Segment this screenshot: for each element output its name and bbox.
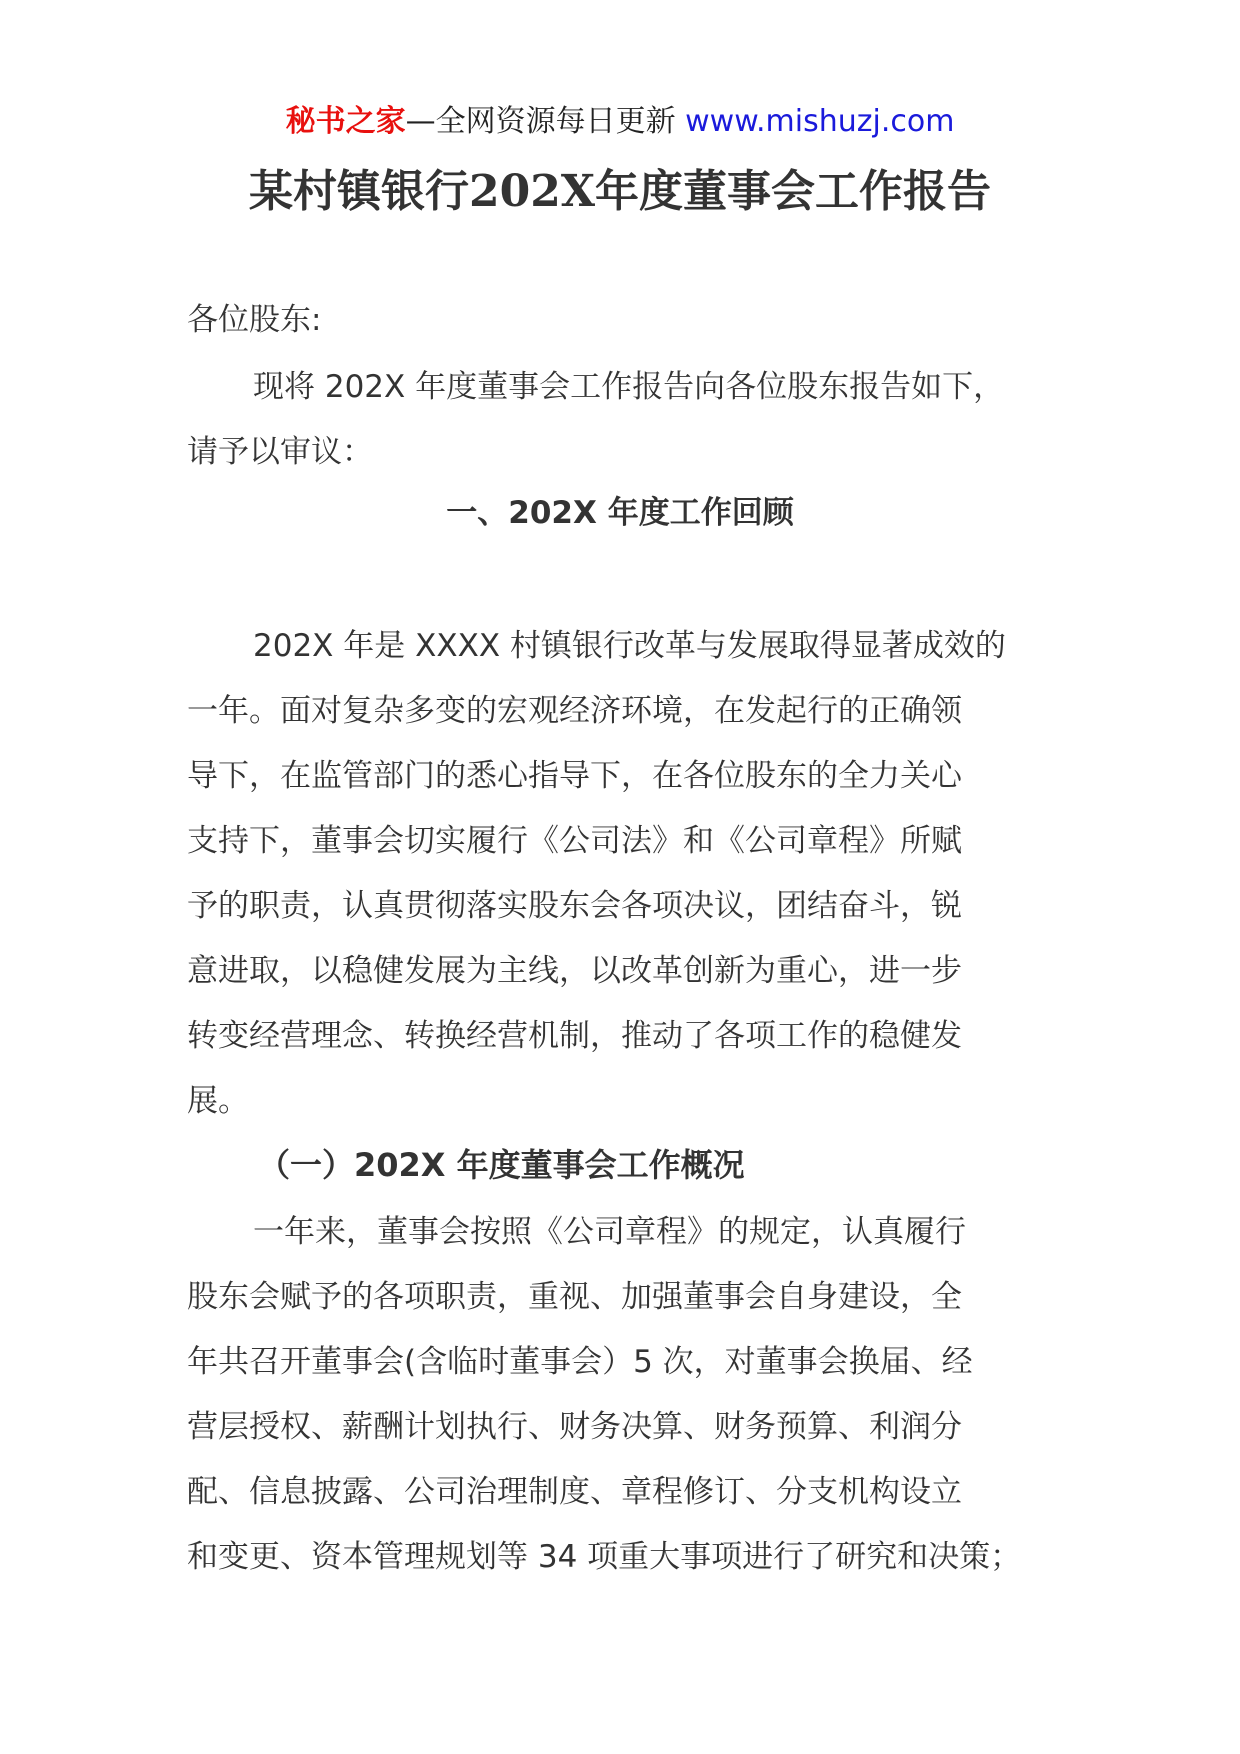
paragraph-line: 年共召开董事会(含临时董事会）5 次，对董事会换届、经 [187, 1344, 973, 1380]
site-url-link[interactable]: www.mishuzj.com [685, 104, 955, 139]
paragraph-line: 意进取，以稳健发展为主线，以改革创新为重心，进一步 [187, 953, 962, 989]
paragraph-line: 展。 [187, 1083, 249, 1119]
section-heading: 一、202X 年度工作回顾 [446, 495, 794, 531]
paragraph-line: 股东会赋予的各项职责，重视、加强董事会自身建设，全 [187, 1279, 962, 1315]
paragraph-line: 202X 年是 XXXX 村镇银行改革与发展取得显著成效的 [253, 628, 1006, 664]
intro-line: 请予以审议： [187, 434, 373, 470]
paragraph-line: 支持下，董事会切实履行《公司法》和《公司章程》所赋 [187, 823, 962, 859]
site-header [0, 100, 1240, 144]
brand-name: 秘书之家 [285, 104, 406, 139]
review-paragraph [187, 614, 1087, 1134]
paragraph-line: 和变更、资本管理规划等 34 项重大事项进行了研究和决策； [187, 1539, 1022, 1575]
subsection-heading: （一）202X 年度董事会工作概况 [258, 1146, 745, 1184]
paragraph-line: 营层授权、薪酬计划执行、财务决算、财务预算、利润分 [187, 1409, 962, 1445]
document-title: 某村镇银行202X年度董事会工作报告 [249, 166, 991, 217]
intro-line: 现将 202X 年度董事会工作报告向各位股东报告如下， [253, 369, 1005, 405]
paragraph-line: 一年来，董事会按照《公司章程》的规定，认真履行 [253, 1214, 966, 1250]
paragraph-line: 一年。面对复杂多变的宏观经济环境，在发起行的正确领 [187, 693, 962, 729]
paragraph-line: 转变经营理念、转换经营机制，推动了各项工作的稳健发 [187, 1018, 962, 1054]
intro-paragraph [187, 355, 1087, 485]
header-tagline: —全网资源每日更新 [405, 104, 676, 139]
paragraph-line: 导下，在监管部门的悉心指导下，在各位股东的全力关心 [187, 758, 962, 794]
salutation: 各位股东: [187, 302, 322, 338]
paragraph-line: 予的职责，认真贯彻落实股东会各项决议，团结奋斗，锐 [187, 888, 962, 924]
overview-paragraph [187, 1200, 1087, 1590]
paragraph-line: 配、信息披露、公司治理制度、章程修订、分支机构设立 [187, 1474, 962, 1510]
